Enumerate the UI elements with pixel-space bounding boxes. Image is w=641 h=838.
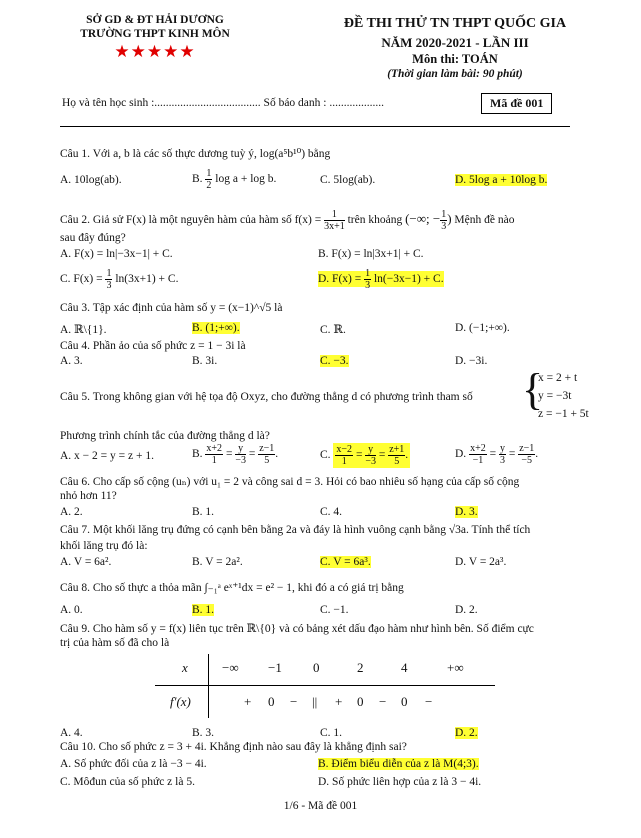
table-x-value: 4 bbox=[401, 660, 408, 675]
q10-option-c[interactable]: C. Môđun của số phức z là 5. bbox=[60, 776, 195, 788]
q9-option-d[interactable]: D. 2. bbox=[455, 727, 478, 739]
header-divider bbox=[60, 126, 570, 127]
table-sign: − bbox=[425, 694, 433, 709]
q4-option-c[interactable]: C. −3. bbox=[320, 355, 349, 367]
q8-option-b[interactable]: B. 1. bbox=[192, 604, 215, 616]
question-1-stem: Câu 1. Với a, b là các số thực dương tuỳ ý, log(a⁵b¹⁰) bằng bbox=[60, 148, 331, 160]
q9-option-b[interactable]: B. 3. bbox=[192, 727, 215, 739]
q5-system-eq3: z = −1 + 5t bbox=[538, 408, 589, 420]
question-7-stem-cont: khối lăng trụ đó là: bbox=[60, 540, 148, 552]
q2-option-c[interactable]: C. F(x) = $\frac{1}{3}$ ln(3x+1) + C. bbox=[60, 268, 179, 291]
q10-option-b[interactable]: B. Điểm biểu diễn của z là M(4;3). bbox=[318, 758, 479, 770]
page-footer: 1/6 - Mã đề 001 bbox=[283, 800, 358, 812]
department-name: SỞ GD & ĐT HẢI DƯƠNG bbox=[86, 14, 224, 26]
q7-option-c[interactable]: C. V = 6a³. bbox=[320, 556, 371, 568]
q5-system-eq1: x = 2 + t bbox=[538, 372, 578, 384]
table-x-value: −∞ bbox=[222, 660, 239, 675]
question-2-stem: Câu 2. Giả sử F(x) là một nguyên hàm của hàm số f(x) = $\frac{1}{3x+1}$ trên khoảng (−∞; − $\frac{1}{3}$ ) Mệnh đề nào bbox=[60, 209, 515, 232]
q1-option-a[interactable]: A. 10log(ab). bbox=[60, 174, 122, 186]
table-sign: 0 bbox=[268, 694, 275, 709]
question-3-stem: Câu 3. Tập xác định của hàm số y = (x−1)^√5 là bbox=[60, 302, 283, 314]
question-9-stem-cont: trị của hàm số đã cho là bbox=[60, 637, 170, 649]
table-x-value: −1 bbox=[268, 660, 282, 675]
q8-option-c[interactable]: C. −1. bbox=[320, 604, 349, 616]
question-6-stem-cont: nhỏ hơn 11? bbox=[60, 490, 117, 502]
q9-option-c[interactable]: C. 1. bbox=[320, 727, 343, 739]
table-x-value: +∞ bbox=[447, 660, 464, 675]
table-sign: − bbox=[290, 694, 298, 709]
table-sign: || bbox=[312, 694, 318, 709]
q4-option-b[interactable]: B. 3i. bbox=[192, 355, 218, 367]
question-9-stem: Câu 9. Cho hàm số y = f(x) liên tục trên ℝ\{0} và có bảng xét dấu đạo hàm như hình bên. Số điểm cực bbox=[60, 623, 534, 635]
q3-option-c[interactable]: C. ℝ. bbox=[320, 324, 346, 336]
table-x-value: 0 bbox=[313, 660, 320, 675]
q10-option-d[interactable]: D. Số phức liên hợp của z là 3 − 4i. bbox=[318, 776, 482, 788]
q7-option-a[interactable]: A. V = 6a². bbox=[60, 556, 112, 568]
q6-option-c[interactable]: C. 4. bbox=[320, 506, 343, 518]
table-sign: + bbox=[335, 694, 343, 709]
q4-option-d[interactable]: D. −3i. bbox=[455, 355, 488, 367]
q5-option-b[interactable]: B. $\frac{x+2}{1}$ = $\frac{y}{-3}$ = $\frac{z-1}{5}$ . bbox=[192, 443, 279, 466]
q8-option-a[interactable]: A. 0. bbox=[60, 604, 83, 616]
question-5-stem-cont: Phương trình chính tắc của đường thẳng d là? bbox=[60, 430, 270, 442]
sign-table-vline bbox=[208, 654, 209, 718]
school-name: TRƯỜNG THPT KINH MÔN bbox=[80, 28, 230, 40]
sign-table-hline bbox=[155, 685, 495, 686]
table-sign: − bbox=[379, 694, 387, 709]
q3-option-b[interactable]: B. (1;+∞). bbox=[192, 322, 240, 334]
q5-option-a[interactable]: A. x − 2 = y = z + 1. bbox=[60, 450, 154, 462]
exam-subject: Môn thi: TOÁN bbox=[412, 52, 498, 66]
system-brace: { bbox=[522, 365, 544, 414]
q10-option-a[interactable]: A. Số phức đối của z là −3 − 4i. bbox=[60, 758, 207, 770]
q3-option-d[interactable]: D. (−1;+∞). bbox=[455, 322, 510, 334]
q3-option-a[interactable]: A. ℝ\{1}. bbox=[60, 324, 107, 336]
q2-option-a[interactable]: A. F(x) = ln|−3x−1| + C. bbox=[60, 248, 173, 260]
table-sign: 0 bbox=[401, 694, 408, 709]
q6-option-a[interactable]: A. 2. bbox=[60, 506, 83, 518]
exam-duration: (Thời gian làm bài: 90 phút) bbox=[387, 68, 523, 80]
student-info-line[interactable]: Họ và tên học sinh :..................................... Số báo danh : ................... bbox=[62, 97, 384, 109]
q5-option-d[interactable]: D. $\frac{x+2}{-1}$ = $\frac{y}{3}$ = $\frac{z-1}{-5}$ . bbox=[455, 443, 539, 466]
q1-option-d[interactable]: D. 5log a + 10log b. bbox=[455, 174, 548, 186]
exam-year: NĂM 2020-2021 - LẦN III bbox=[381, 35, 529, 50]
q9-option-a[interactable]: A. 4. bbox=[60, 727, 83, 739]
q2-option-b[interactable]: B. F(x) = ln|3x+1| + C. bbox=[318, 248, 424, 260]
q7-option-d[interactable]: D. V = 2a³. bbox=[455, 556, 507, 568]
exam-title: ĐỀ THI THỬ TN THPT QUỐC GIA bbox=[343, 16, 567, 31]
q5-option-c[interactable]: C. $\frac{x-2}{1}$ = $\frac{y}{-3}$ = $\frac{z+1}{5}$ . bbox=[320, 444, 409, 467]
q1-option-c[interactable]: C. 5log(ab). bbox=[320, 174, 376, 186]
q8-option-d[interactable]: D. 2. bbox=[455, 604, 478, 616]
question-6-stem: Câu 6. Cho cấp số cộng (uₙ) với u₁ = 2 và công sai d = 3. Hỏi có bao nhiêu số hạng của cấp số cộng bbox=[60, 476, 520, 488]
rating-stars-icon: ★★★★★ bbox=[114, 42, 196, 61]
q5-system-eq2: y = −3t bbox=[538, 390, 572, 402]
question-8-stem: Câu 8. Cho số thực a thỏa mãn ∫₋₁ᵃ eˣ⁺¹dx = e² − 1, khi đó a có giá trị bằng bbox=[60, 582, 404, 594]
question-7-stem: Câu 7. Một khối lăng trụ đứng có cạnh bên bằng 2a và đáy là hình vuông cạnh bằng √3a. Tính thể tích bbox=[60, 524, 531, 536]
question-4-stem: Câu 4. Phần ảo của số phức z = 1 − 3i là bbox=[60, 340, 246, 352]
table-x-label: x bbox=[182, 660, 188, 675]
table-sign: 0 bbox=[357, 694, 364, 709]
table-fprime-label: f′(x) bbox=[170, 694, 191, 709]
q4-option-a[interactable]: A. 3. bbox=[60, 355, 83, 367]
question-10-stem: Câu 10. Cho số phức z = 3 + 4i. Khẳng định nào sau đây là khẳng định sai? bbox=[60, 741, 407, 753]
q2-option-d[interactable]: D. F(x) = $\frac{1}{3}$ ln(−3x−1) + C. bbox=[318, 268, 444, 291]
q6-option-d[interactable]: D. 3. bbox=[455, 506, 478, 518]
question-5-stem: Câu 5. Trong không gian với hệ tọa độ Oxyz, cho đường thẳng d có phương trình tham số bbox=[60, 391, 473, 403]
q6-option-b[interactable]: B. 1. bbox=[192, 506, 215, 518]
q1-option-b[interactable]: B. $\frac{1}{2}$ log a + log b. bbox=[192, 168, 277, 191]
exam-code-box: Mã đề 001 bbox=[481, 93, 552, 114]
table-x-value: 2 bbox=[357, 660, 364, 675]
question-2-stem-cont: sau đây đúng? bbox=[60, 232, 126, 244]
q7-option-b[interactable]: B. V = 2a². bbox=[192, 556, 243, 568]
table-sign: + bbox=[244, 694, 252, 709]
